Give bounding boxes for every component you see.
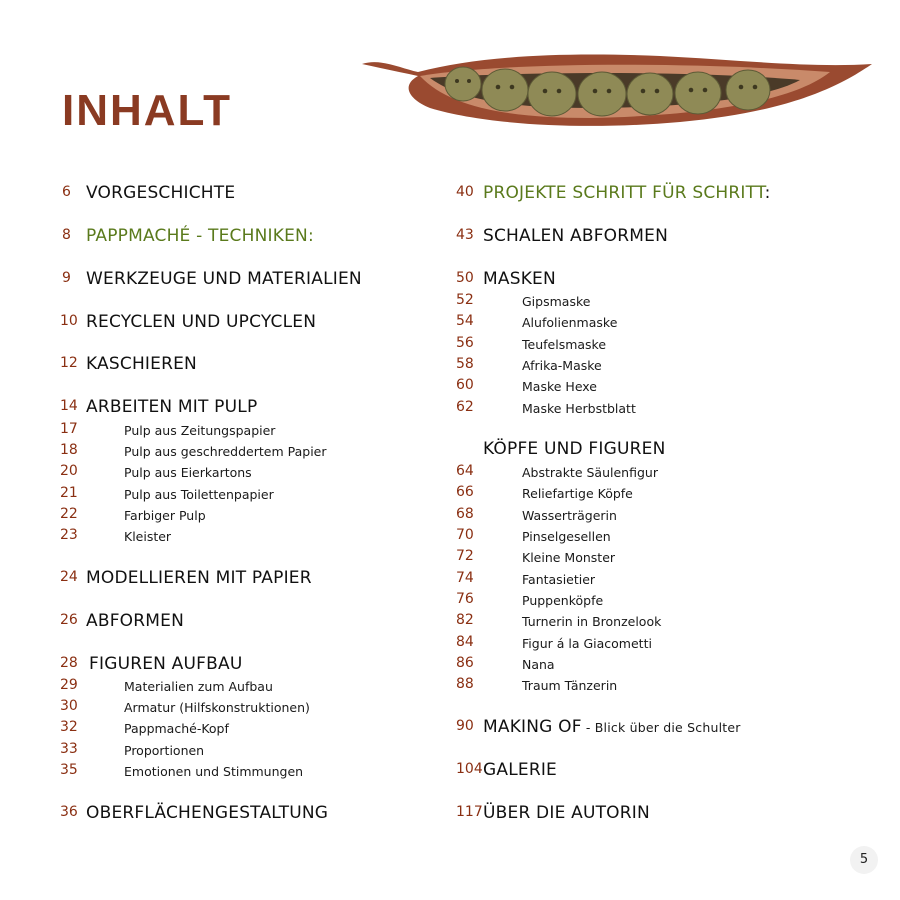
page-number: 5 — [850, 846, 878, 874]
pea-pod-illustration — [360, 46, 880, 136]
page-title: INHALT — [62, 86, 233, 135]
